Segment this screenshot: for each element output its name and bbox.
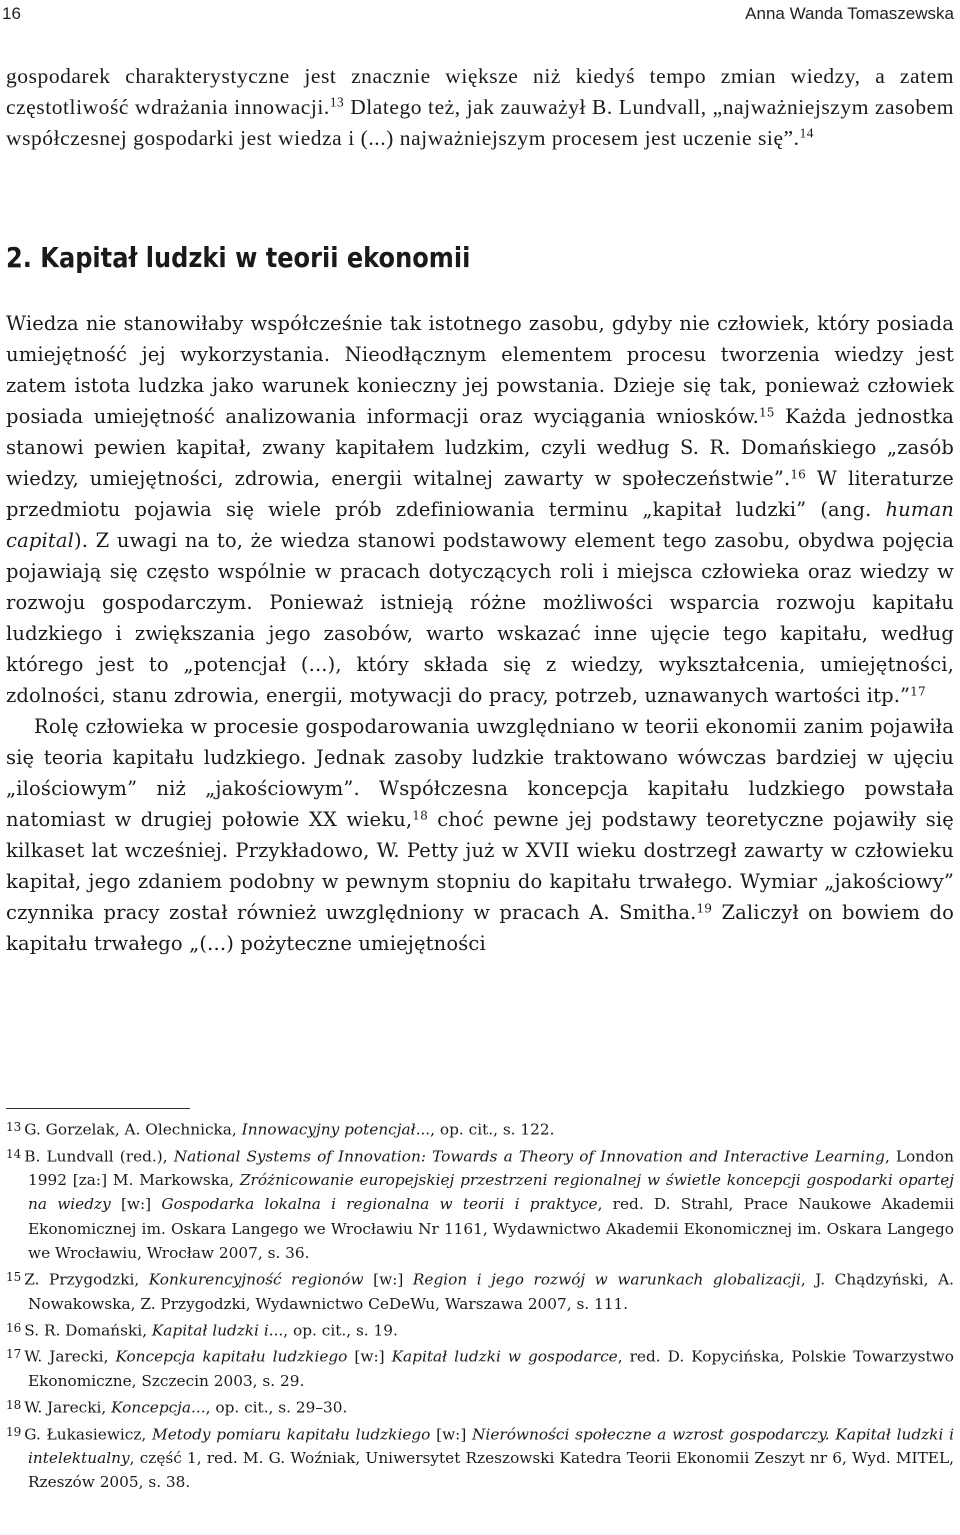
footnote-text: , op. cit., s. 122.	[430, 1120, 555, 1139]
footnote-number: 18	[6, 1398, 22, 1413]
footnote-text: [w:]	[430, 1424, 473, 1443]
footnote-text: [w:]	[363, 1270, 413, 1289]
footnote-text: G. Łukasiewicz,	[24, 1424, 153, 1443]
footnote-text: [w:]	[110, 1195, 162, 1214]
footnote-18	[6, 1393, 954, 1420]
footnote-number: 19	[6, 1424, 22, 1439]
intro-paragraph	[6, 61, 954, 154]
footnote-title: Gospodarka lokalna i regionalna w teorii i praktyce	[161, 1195, 598, 1214]
intro-text-2: Dlatego też, jak zauważył B. Lundvall, „najważniejszym zasobem współczesnej gospodarki jest wiedza i (...) najważniejszym procesem jest uczenie się”.	[6, 95, 954, 150]
footnote-number: 14	[6, 1146, 22, 1161]
p1-italic-term: human capital	[6, 498, 954, 552]
p1-text-3: W literaturze przedmiotu pojawia się wiele prób zdefiniowania terminu „kapitał ludzki” (ang.	[6, 467, 954, 521]
footnote-text: , J. Chądzyński, A. Nowakowska, Z. Przygodzki, Wydawnictwo CeDeWu, Warszawa 2007, s. 111.	[28, 1270, 954, 1313]
footnote-text: G. Gorzelak, A. Olechnicka,	[24, 1120, 242, 1139]
footnote-ref-19[interactable]: 19	[696, 901, 713, 916]
body-paragraph-2	[6, 711, 954, 959]
section-heading: 2. Kapitał ludzki w teorii ekonomii	[6, 241, 471, 274]
footnote-title: National Systems of Innovation: Towards a Theory of Innovation and Interactive Learning	[173, 1146, 885, 1165]
footnote-text: , op. cit., s. 19.	[283, 1321, 398, 1340]
footnote-14	[6, 1142, 954, 1265]
footnote-title: Koncepcja...	[111, 1398, 206, 1417]
p2-text-1: Rolę człowieka w procesie gospodarowania uwzględniano w teorii ekonomii zanim pojawiła się teoria kapitału ludzkiego. Jednak zasoby ludzkie traktowano wówczas bardziej w ujęciu „ilościowym” niż „jakościowym”. Współczesna koncepcja kapitału ludzkiego powstała natomiast w drugiej połowie XX wieku,	[6, 715, 954, 831]
footnote-text: , red. D. Kopycińska, Polskie Towarzystwo Ekonomiczne, Szczecin 2003, s. 29.	[28, 1347, 954, 1390]
footnotes	[6, 1115, 954, 1495]
p1-text-2: Każda jednostka stanowi pewien kapitał, zwany kapitałem ludzkim, czyli według S. R. Domańskiego „zasób wiedzy, umiejętności, zdrowia, energii witalnej zawarty w społeczeństwie”.	[6, 405, 954, 490]
footnote-13	[6, 1115, 954, 1142]
footnote-text: , op. cit., s. 29–30.	[205, 1398, 348, 1417]
footnote-number: 16	[6, 1320, 22, 1335]
intro-text-1: gospodarek charakterystyczne jest znacznie większe niż kiedyś tempo zmian wiedzy, a zatem częstotliwość wdrażania innowacji.	[6, 64, 954, 119]
footnote-title: Kapitał ludzki w gospodarce	[391, 1347, 618, 1366]
footnote-text: S. R. Domański,	[24, 1321, 152, 1340]
footnote-16	[6, 1316, 954, 1343]
footnote-separator	[6, 1108, 190, 1109]
footnote-title: Konkurencyjność regionów	[148, 1270, 364, 1289]
footnote-text: , część 1, red. M. G. Woźniak, Uniwersytet Rzeszowski Katedra Teorii Ekonomii Zeszyt nr 6, Wyd. MITEL, Rzeszów 2005, s. 38.	[28, 1449, 954, 1492]
footnote-ref-18[interactable]: 18	[412, 808, 428, 823]
footnote-ref-16[interactable]: 16	[790, 467, 807, 482]
footnote-ref-17[interactable]: 17	[910, 684, 926, 699]
footnote-title: Region i jego rozwój w warunkach globalizacji	[412, 1270, 801, 1289]
footnote-text: [w:]	[347, 1347, 392, 1366]
p2-text-3: Zaliczył on bowiem do kapitału trwałego „(...) pożyteczne umiejętności	[6, 901, 954, 955]
p2-text-2: choć pewne jej podstawy teoretyczne pojawiły się kilkaset lat wcześniej. Przykładowo, W. Petty już w XVII wieku dostrzegł zawarty w człowieku kapitał, jego zdaniem podobny w pewnym stopniu do kapitału trwałego. Wymiar „jakościowy” czynnika pracy został również uwzględniony w pracach A. Smitha.	[6, 808, 954, 924]
footnote-15	[6, 1265, 954, 1316]
footnote-title: Nierówności społeczne a wzrost gospodarczy. Kapitał ludzki i intelektualny	[28, 1424, 954, 1468]
footnote-ref-15[interactable]: 15	[758, 405, 775, 420]
footnote-17	[6, 1342, 954, 1393]
footnote-title: Kapitał ludzki i...	[151, 1321, 284, 1340]
footnote-ref-13[interactable]: 13	[329, 94, 345, 110]
running-header	[2, 4, 954, 28]
running-head-author: Anna Wanda Tomaszewska	[745, 4, 954, 23]
footnote-title: Koncepcja kapitału ludzkiego	[115, 1347, 348, 1366]
footnote-title: Zróżnicowanie europejskiej przestrzeni regionalnej w świetle koncepcji gospodarki opartej na wiedzy	[28, 1171, 954, 1214]
footnote-text: Z. Przygodzki,	[24, 1270, 149, 1289]
footnote-text: W. Jarecki,	[24, 1398, 112, 1417]
footnote-number: 17	[6, 1347, 22, 1362]
footnote-text: , London 1992 [za:] M. Markowska,	[28, 1146, 954, 1190]
body-paragraph-1	[6, 308, 954, 711]
footnote-text: , red. D. Strahl, Prace Naukowe Akademii Ekonomicznej im. Oskara Langego we Wrocławiu Nr 1161, Wydawnictwo Akademii Ekonomicznej im. Oskara Langego we Wrocławiu, Wrocław 2007, s. 36.	[28, 1195, 954, 1262]
footnote-title: Metody pomiaru kapitału ludzkiego	[152, 1424, 431, 1443]
footnote-number: 13	[6, 1120, 22, 1134]
footnote-number: 15	[6, 1269, 22, 1284]
footnote-text: B. Lundvall (red.),	[24, 1146, 174, 1165]
p1-text-4: ). Z uwagi na to, że wiedza stanowi podstawowy element tego zasobu, obydwa pojęcia pojawiają się często wspólnie w pracach dotyczących roli i miejsca człowieka oraz wiedzy w rozwoju gospodarczym. Ponieważ istnieją różne możliwości wsparcia rozwoju kapitału ludzkiego i zwiększania jego zasobów, warto wskazać inne ujęcie tego kapitału, według którego jest to „potencjał (...), który składa się z wiedzy, wykształcenia, umiejętności, zdolności, stanu zdrowia, energii, motywacji do pracy, potrzeb, uznawanych wartości itp.”	[6, 529, 954, 707]
p1-text-1: Wiedza nie stanowiłaby współcześnie tak istotnego zasobu, gdyby nie człowiek, który posiada umiejętność jej wykorzystania. Nieodłącznym elementem procesu tworzenia wiedzy jest zatem istota ludzka jako warunek konieczny jej powstania. Dzieje się tak, ponieważ człowiek posiada umiejętność analizowania informacji oraz wyciągania wniosków.	[6, 312, 954, 428]
page-number: 16	[2, 4, 21, 23]
footnote-title: Innowacyjny potencjał...	[241, 1120, 431, 1139]
footnote-19	[6, 1420, 954, 1495]
footnote-ref-14[interactable]: 14	[799, 125, 814, 141]
footnote-text: W. Jarecki,	[24, 1347, 116, 1366]
section-body	[6, 308, 954, 959]
